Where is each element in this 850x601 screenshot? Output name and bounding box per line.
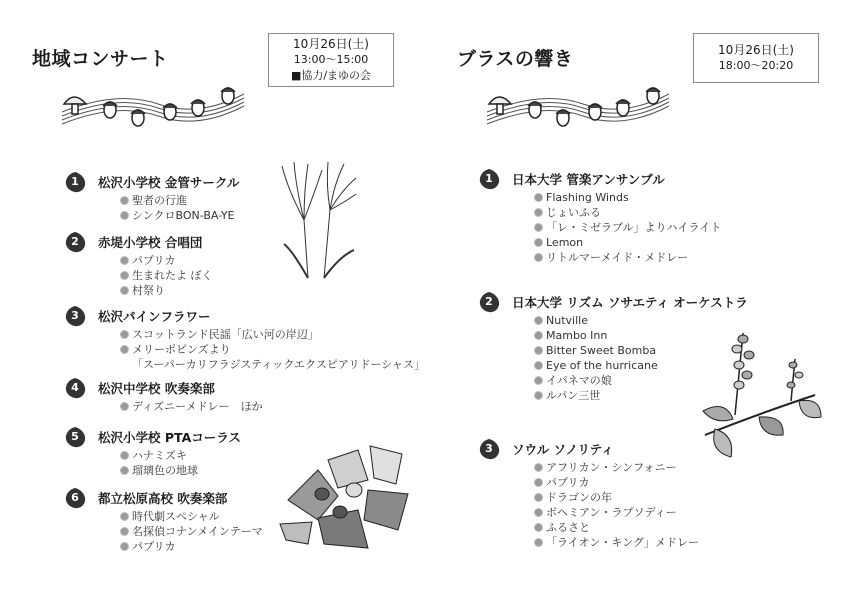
song-item: [534, 388, 658, 403]
song-item: [534, 520, 699, 535]
song-item: [120, 193, 235, 208]
bullet-icon: [534, 376, 543, 385]
performer-header: [64, 428, 241, 448]
song-list: [64, 253, 213, 298]
bullet-icon: [534, 316, 543, 325]
bullet-icon: [534, 361, 543, 370]
bullet-icon: [534, 391, 543, 400]
right-date-box: [693, 33, 819, 83]
song-item: [120, 253, 213, 268]
performer-group: [478, 440, 699, 550]
bullet-icon: [120, 451, 129, 460]
song-item: [534, 220, 721, 235]
song-title: Nutville: [546, 314, 588, 327]
song-title: Mambo Inn: [546, 329, 608, 342]
song-item: [120, 357, 425, 372]
bullet-icon: [120, 542, 129, 551]
song-title: 「レ・ミゼラブル」よりハイライト: [546, 221, 722, 234]
bullet-icon: [120, 330, 129, 339]
performer-number: 3: [71, 309, 79, 322]
bullet-icon: [534, 223, 543, 232]
performer-name: 都立松原高校 吹奏楽部: [98, 491, 228, 506]
number-leaf-icon: [478, 168, 500, 190]
number-leaf-icon: [64, 377, 86, 399]
song-list: [478, 460, 699, 550]
song-item: [120, 327, 425, 342]
song-title: パプリカ: [546, 476, 590, 489]
song-item: [120, 509, 263, 524]
song-item: [534, 358, 658, 373]
performer-number: 4: [71, 381, 79, 394]
performer-name: 松沢中学校 吹奏楽部: [98, 381, 215, 396]
performer-group: [64, 233, 213, 298]
song-list: [478, 190, 721, 265]
bullet-icon: [120, 512, 129, 521]
song-title: 名探偵コナンメインテーマ: [132, 525, 263, 538]
performer-name: 日本大学 リズム ソサエティ オーケストラ: [512, 295, 748, 310]
bullet-icon: [120, 527, 129, 536]
bullet-icon: [534, 253, 543, 262]
song-title: 生まれたよ ぼく: [132, 269, 213, 282]
song-title: ボヘミアン・ラプソディー: [546, 506, 677, 519]
performer-number: 2: [71, 235, 79, 248]
mushroom-icon: [64, 97, 86, 114]
performer-name: 赤堤小学校 合唱団: [98, 235, 203, 250]
performer-name: 日本大学 管楽アンサンブル: [512, 172, 665, 187]
song-title: 時代劇スペシャル: [132, 510, 220, 523]
song-title: シンクロBON-BA-YE: [132, 209, 235, 222]
left-date-box: [268, 33, 394, 87]
song-item: [120, 539, 263, 554]
song-title: ふるさと: [546, 521, 590, 534]
acorn-staff-illustration: [58, 82, 248, 132]
performer-name: 松沢小学校 金管サークル: [98, 175, 240, 190]
song-item: [120, 208, 235, 223]
song-item: [120, 463, 198, 478]
performer-group: [64, 428, 241, 478]
performer-number: 1: [485, 172, 493, 185]
acorn-staff-illustration-2: [483, 82, 673, 132]
song-list: [64, 448, 198, 478]
song-title: Eye of the hurricane: [546, 359, 658, 372]
song-item: [120, 524, 263, 539]
bullet-icon: [120, 466, 129, 475]
performer-number: 5: [71, 430, 79, 443]
bullet-icon: [120, 211, 129, 220]
bullet-icon: [120, 196, 129, 205]
song-title: メリーポピンズより: [132, 343, 231, 356]
song-item: [534, 190, 721, 205]
bullet-icon: [534, 538, 543, 547]
song-title: ドラゴンの年: [546, 491, 612, 504]
bullet-icon: [120, 286, 129, 295]
song-item: [534, 505, 699, 520]
performer-header: [64, 173, 240, 193]
performer-group: [64, 307, 425, 372]
number-leaf-icon: [64, 305, 86, 327]
song-title: ディズニーメドレー ほか: [132, 400, 263, 413]
song-title: パプリカ: [132, 254, 176, 267]
song-title: Lemon: [546, 236, 584, 249]
song-item: [120, 283, 213, 298]
song-item: [534, 475, 699, 490]
performer-number: 2: [485, 295, 493, 308]
performer-group: [64, 379, 263, 414]
song-title: Flashing Winds: [546, 191, 629, 204]
song-item: [534, 313, 658, 328]
song-item: [534, 460, 699, 475]
song-list: [64, 509, 263, 554]
song-item: [120, 448, 198, 463]
number-leaf-icon: [478, 438, 500, 460]
performer-header: [64, 379, 263, 399]
song-title: 瑠璃色の地球: [132, 464, 198, 477]
mushroom-icon: [489, 97, 511, 114]
bullet-icon: [534, 238, 543, 247]
right-date: 10月26日(土): [718, 43, 794, 57]
right-title: ブラスの響き: [457, 48, 574, 70]
performer-group: [478, 293, 748, 403]
performer-header: [478, 293, 748, 313]
bullet-icon: [120, 402, 129, 411]
song-title: じょいふる: [546, 206, 601, 219]
song-item: [120, 399, 263, 414]
song-item: [120, 342, 425, 357]
song-list: [478, 313, 658, 403]
performer-name: ソウル ソノリティ: [512, 442, 614, 457]
song-item: [534, 490, 699, 505]
bullet-icon: [534, 331, 543, 340]
song-item: [534, 328, 658, 343]
bullet-icon: [534, 508, 543, 517]
song-title: Bitter Sweet Bomba: [546, 344, 657, 357]
left-title: 地域コンサート: [32, 48, 169, 70]
bullet-icon: [534, 463, 543, 472]
song-item: [534, 373, 658, 388]
performer-header: [64, 233, 213, 253]
number-leaf-icon: [64, 487, 86, 509]
number-leaf-icon: [64, 171, 86, 193]
pampas-grass-illustration: [278, 160, 358, 280]
performer-header: [64, 307, 425, 327]
song-title: リトルマーメイド・メドレー: [546, 251, 689, 264]
song-title: ルパン三世: [546, 389, 601, 402]
bullet-icon: [534, 208, 543, 217]
right-program: [425, 0, 850, 601]
song-list: [64, 399, 263, 414]
performer-number: 1: [71, 175, 79, 188]
performer-number: 6: [71, 491, 79, 504]
song-list: [64, 327, 425, 372]
performer-header: [478, 170, 721, 190]
performer-header: [64, 489, 263, 509]
performer-name: 松沢小学校 PTAコーラス: [98, 430, 241, 445]
bullet-icon: [534, 346, 543, 355]
song-title: 「スーパーカリフラジスティックエクスピアリドーシャス」: [132, 358, 426, 371]
song-title: イパネマの娘: [546, 374, 612, 387]
left-date: 10月26日(土): [293, 37, 369, 51]
autumn-leaves-illustration: [278, 440, 418, 555]
song-item: [534, 343, 658, 358]
bullet-icon: [534, 523, 543, 532]
number-leaf-icon: [478, 291, 500, 313]
bullet-icon: [120, 345, 129, 354]
performer-group: [478, 170, 721, 265]
song-title: ハナミズキ: [132, 449, 187, 462]
song-item: [534, 535, 699, 550]
song-title: スコットランド民謡「広い河の岸辺」: [132, 328, 319, 341]
song-title: 聖者の行進: [132, 194, 187, 207]
song-title: パプリカ: [132, 540, 176, 553]
left-note: ■協力/まゆの会: [290, 69, 372, 82]
bullet-icon: [120, 271, 129, 280]
song-title: 「ライオン・キング」メドレー: [546, 536, 700, 549]
number-leaf-icon: [64, 426, 86, 448]
right-time: 18:00〜20:20: [718, 59, 794, 72]
bullet-icon: [120, 256, 129, 265]
left-time: 13:00〜15:00: [293, 53, 369, 66]
performer-group: [64, 489, 263, 554]
flowering-plant-illustration: [695, 325, 825, 465]
number-leaf-icon: [64, 231, 86, 253]
song-item: [120, 268, 213, 283]
song-item: [534, 205, 721, 220]
performer-header: [478, 440, 699, 460]
performer-group: [64, 173, 240, 223]
bullet-icon: [534, 478, 543, 487]
performer-name: 松沢パインフラワー: [98, 309, 211, 324]
performer-number: 3: [485, 442, 493, 455]
song-title: アフリカン・シンフォニー: [546, 461, 677, 474]
song-list: [64, 193, 235, 223]
bullet-icon: [534, 193, 543, 202]
song-item: [534, 250, 721, 265]
song-item: [534, 235, 721, 250]
bullet-icon: [534, 493, 543, 502]
song-title: 村祭り: [132, 284, 165, 297]
